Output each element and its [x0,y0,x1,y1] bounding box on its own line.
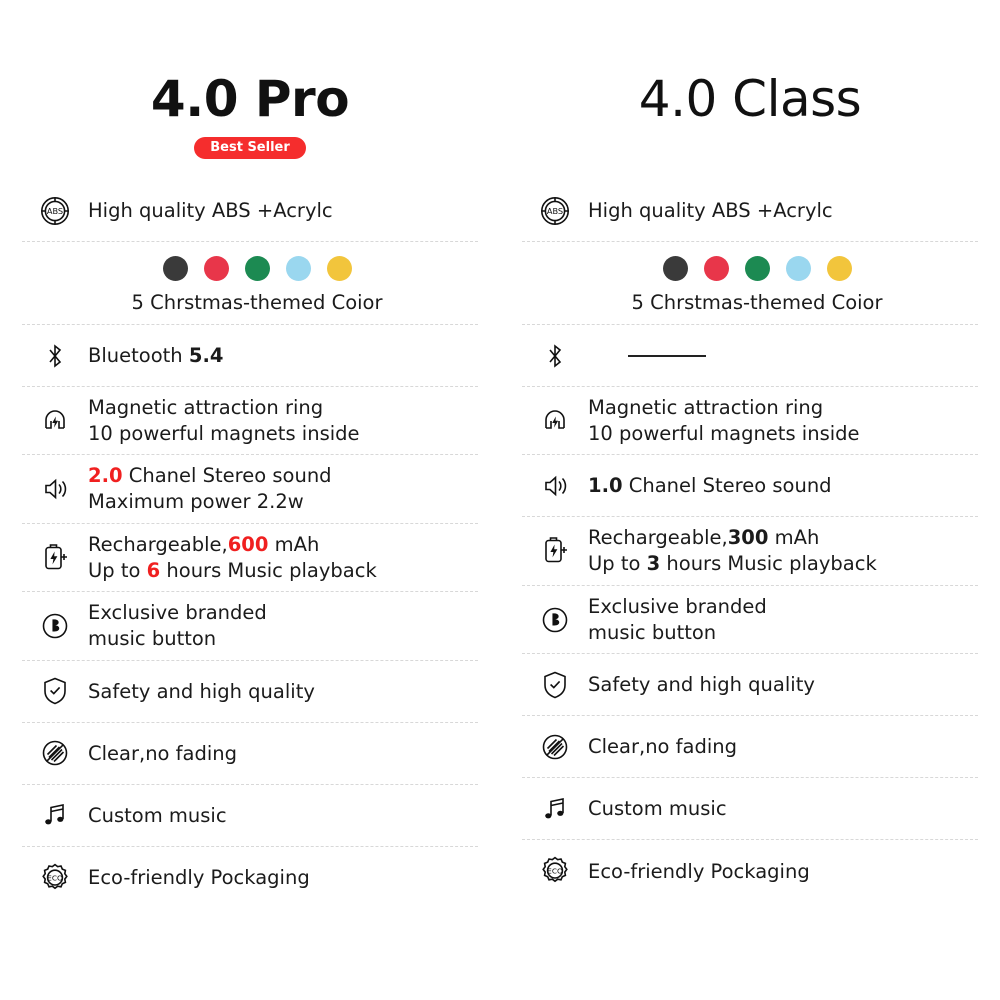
shield-check-icon [22,674,88,708]
color-swatch[interactable] [286,256,311,281]
feature-row [22,661,478,723]
feature-row [522,387,978,455]
feature-row [522,180,978,242]
feature-row [22,524,478,592]
column-header-pro [22,62,478,180]
feature-row [522,716,978,778]
bluetooth-icon [22,339,88,373]
feature-row [22,847,478,909]
feature-text [588,343,706,369]
feature-row [22,325,478,387]
abs-material-icon [522,194,588,228]
feature-row [522,325,978,387]
feature-text: Eco-friendly Pockaging [588,859,810,883]
feature-row [22,592,478,660]
feature-text: Custom music [588,797,727,821]
speaker-icon [522,469,588,503]
music-button-icon [22,609,88,643]
feature-row [522,517,978,585]
feature-text: Eco-friendly Pockaging [88,866,310,889]
feature-text: Safety and high quality [88,679,315,703]
product-column-class [500,62,1000,1000]
custom-music-icon [22,798,88,832]
color-swatch[interactable] [163,256,188,281]
product-title: 4.0 Pro [150,70,350,128]
feature-row [22,180,478,242]
feature-text: Exclusive branded music button [88,601,267,651]
product-column-pro [0,62,500,1000]
feature-text: Custom music [88,803,227,827]
color-options-label: 5 Chrstmas-themed Coior [131,291,383,314]
battery-charge-icon [522,534,588,568]
magnet-ring-icon [22,404,88,438]
feature-row [22,785,478,847]
feature-row [522,778,978,840]
feature-text: Magnetic attraction ring 10 powerful magnets inside [588,396,860,445]
feature-text: Magnetic attraction ring 10 powerful magnets inside [88,396,360,445]
color-swatch[interactable] [663,256,688,281]
feature-text: Clear,no fading [88,741,238,765]
color-swatch[interactable] [786,256,811,281]
color-options-row [522,242,978,325]
color-swatches [22,256,478,281]
magnet-ring-icon [522,404,588,438]
feature-row [522,654,978,716]
feature-row [22,723,478,785]
feature-rows [22,180,478,909]
abs-material-icon [22,194,88,228]
product-title: 4.0 Class [638,70,862,128]
speaker-icon [22,472,88,506]
color-swatch[interactable] [204,256,229,281]
svg-text:ECO: ECO [547,867,563,877]
feature-rows [522,180,978,902]
feature-text: Rechargeable,300 mAh Up to 3 hours Music playback [588,526,877,576]
feature-text: Rechargeable,600 mAh Up to 6 hours Music playback [88,532,377,582]
color-options-row [22,242,478,325]
music-button-icon [522,603,588,637]
svg-text:ABS: ABS [546,205,564,216]
shield-check-icon [522,668,588,702]
feature-text: 1.0 Chanel Stereo sound [588,474,832,498]
feature-text: Bluetooth 5.4 [88,343,224,367]
feature-text: High quality ABS +Acrylc [88,198,333,222]
feature-row [22,387,478,455]
svg-text:ECO: ECO [47,873,63,883]
color-swatch[interactable] [745,256,770,281]
color-swatch[interactable] [327,256,352,281]
feature-text: Safety and high quality [588,673,815,697]
feature-text: Clear,no fading [588,735,738,759]
feature-row [22,455,478,523]
best-seller-badge: Best Seller [194,137,306,159]
battery-charge-icon [22,541,88,575]
color-options-label: 5 Chrstmas-themed Coior [631,291,883,314]
custom-music-icon [522,792,588,826]
feature-text: High quality ABS +Acrylc [588,198,833,222]
bluetooth-icon [522,339,588,373]
feature-text: 2.0 Chanel Stereo sound Maximum power 2.2w [88,464,332,514]
eco-package-icon [522,854,588,888]
color-swatches [522,256,978,281]
feature-row [522,455,978,517]
svg-text:ABS: ABS [46,205,64,216]
no-fading-icon [522,730,588,764]
color-swatch[interactable] [827,256,852,281]
color-swatch[interactable] [245,256,270,281]
color-swatch[interactable] [704,256,729,281]
column-header-class [522,62,978,180]
feature-row [522,840,978,902]
feature-text: Exclusive branded music button [588,594,767,644]
no-fading-icon [22,736,88,770]
feature-row [522,586,978,654]
eco-package-icon [22,861,88,895]
